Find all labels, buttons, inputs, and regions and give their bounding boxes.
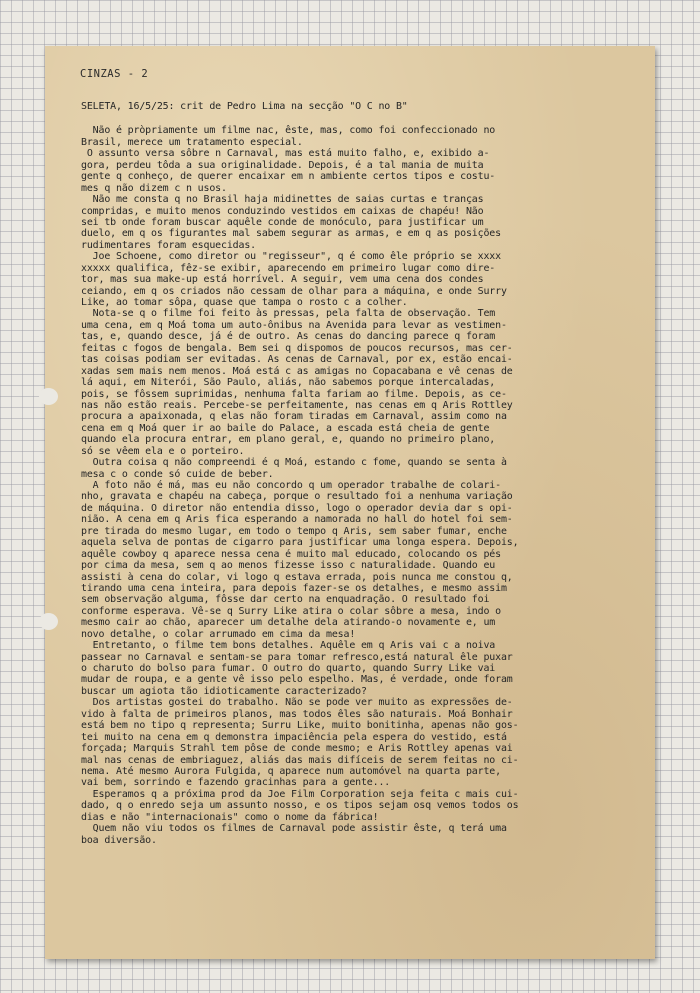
- text-line: buscar um agiota tão idioticamente caracterizado?: [81, 685, 367, 697]
- text-line: ceiando, em q os criados não cessam de olhar para a máquina, e onde Surry: [81, 285, 507, 297]
- text-line: tas coisas podiam ser evitadas. As cenas de Carnaval, por ex, estão encai-: [81, 354, 513, 366]
- punched-hole: [39, 613, 58, 630]
- text-line: nião. A cena em q Aris fica esperando a namorada no hall do hotel foi sem-: [81, 514, 513, 526]
- document-body: [81, 101, 641, 846]
- text-line: nema. Até mesmo Aurora Fulgida, q aparece num automóvel na quarta parte,: [81, 765, 501, 777]
- text-line: pre tirada do mesmo lugar, em todo o tempo q Aris, sem saber fumar, enche: [81, 525, 507, 537]
- text-line: está bem no tipo q representa; Surru Like, muito bonitinha, apenas não gos-: [81, 720, 519, 732]
- text-line: só se vêem ela e o porteiro.: [81, 445, 245, 457]
- text-line: boa diversão.: [81, 834, 157, 846]
- text-line: procura a apaixonada, q elas não foram tiradas em Carnaval, assim como na: [81, 411, 507, 423]
- text-line: A foto não é má, mas eu não concordo q um operador trabalhe de colari-: [81, 480, 501, 491]
- text-line: Outra coisa q não compreendi é q Moá, estando c fome, quando se senta à: [81, 457, 507, 469]
- text-line: dias e não "internacionais" como o nome da fábrica!: [81, 811, 379, 823]
- text-line: rudimentares foram esquecidas.: [81, 239, 256, 251]
- text-line: tas, e, quando desce, já é de outro. As cenas do dancing parece q foram: [81, 331, 496, 343]
- text-line: cena em q Moá quer ir ao baile do Palace, a escada está cheia de gente: [81, 422, 490, 434]
- text-line: de máquina. O diretor não entendia disso, logo o operador devia dar s opi-: [81, 502, 513, 514]
- text-line: passear no Carnaval e sentam-se para tomar refresco,está natural êle puxar: [81, 651, 513, 663]
- text-line: xxxxx qualifica, fêz-se exibir, aparecendo em primeiro lugar como dire-: [81, 262, 496, 274]
- text-line: tirando uma cena inteira, para depois fazer-se os detalhes, e mesmo assim: [81, 582, 507, 594]
- text-line: quando ela procura entrar, em plano geral, e, quando no primeiro plano,: [81, 434, 496, 446]
- text-line: xadas sem mais nem menos. Moá está c as amigas no Copacabana e vê cenas de: [81, 365, 513, 377]
- text-line: mesa c o conde só cuide de beber.: [81, 468, 274, 480]
- text-line: Like, ao tomar sôpa, quase que tampa o rosto c a colher.: [81, 297, 408, 308]
- text-line: assisti à cena do colar, vi logo q estava errada, pois nunca me constou q,: [81, 571, 513, 583]
- text-line: gente q conheço, de querer encaixar em n ambiente certos tipos e costu-: [81, 171, 496, 183]
- text-line: uma cena, em q Moá toma um auto-ônibus na Avenida para levar as vestimen-: [81, 319, 507, 331]
- text-line: conforme esperava. Vê-se q Surry Like atira o colar sôbre a mesa, indo o: [81, 605, 501, 617]
- text-line: novo detalhe, o colar arrumado em cima da mesa!: [81, 628, 356, 640]
- text-line: Não me consta q no Brasil haja midinettes de saias curtas e tranças: [81, 194, 484, 206]
- page-header: CINZAS - 2: [80, 68, 149, 80]
- text-line: forçada; Marquis Strahl tem pôse de conde mesmo; e Aris Rottley apenas vai: [81, 743, 513, 755]
- text-line: Quem não viu todos os filmes de Carnaval pode assistir êste, q terá uma: [81, 823, 507, 835]
- text-line: lá aqui, em Niterói, São Paulo, aliás, não sabemos porque intercaladas,: [81, 377, 496, 389]
- typewritten-page: [45, 46, 655, 959]
- text-line: feitas c fogos de bengala. Bem sei q dispomos de poucos recursos, mas cer-: [81, 342, 513, 354]
- text-line: por cima da mesa, sem q ao menos fizesse isso c naturalidade. Quando eu: [81, 560, 496, 572]
- text-line: compridas, e muito menos conduzindo vestidos em caixas de chapéu! Não: [81, 205, 484, 217]
- text-line: aquela selva de pontas de cigarro para justificar uma longa espera. Depois,: [81, 537, 519, 549]
- text-line: sem observação alguma, fôsse dar certo na enquadração. O resultado foi: [81, 594, 490, 606]
- text-line: Esperamos q a próxima prod da Joe Film Corporation seja feita c mais cui-: [81, 788, 519, 800]
- text-line: pois, se fôssem suprimidas, nenhuma falta fariam ao filme. Depois, as ce-: [81, 388, 507, 400]
- text-line: Entretanto, o filme tem bons detalhes. Aquêle em q Aris vai c a noiva: [81, 640, 496, 652]
- text-line: Nota-se q o filme foi feito às pressas, pela falta de observação. Tem: [81, 308, 496, 320]
- text-line: mal nas cenas de embriaguez, aliás das mais difíceis de serem feitas no ci-: [81, 754, 519, 766]
- text-line: o charuto do bolso para fumar. O outro do quarto, quando Surry Like vai: [81, 663, 496, 674]
- text-line: dado, q o enredo seja um assunto nosso, e os tipos sejam osq vemos todos os: [81, 800, 519, 812]
- heading-line: SELETA, 16/5/25: crit de Pedro Lima na secção "O C no B": [81, 101, 408, 112]
- text-line: nho, gravata e chapéu na cabeça, porque o resultado foi a nenhuma variação: [81, 491, 513, 503]
- text-line: gora, perdeu tôda a sua originalidade. Depois, é a tal mania de muita: [81, 159, 484, 171]
- text-line: duelo, em q os figurantes mal sabem segurar as armas, e em q as posições: [81, 228, 501, 240]
- text-line: tor, mas sua make-up está horrível. A seguir, vem uma cena dos condes: [81, 274, 484, 286]
- punched-hole: [39, 388, 58, 405]
- text-line: sei tb onde foram buscar aquêle conde de monóculo, para justificar um: [81, 216, 484, 228]
- text-line: vai bem, sorrindo e fazendo gracinhas para a gente...: [81, 777, 391, 789]
- text-line: Brasil, merece um tratamento especial.: [81, 136, 303, 148]
- text-line: mudar de roupa, e a gente vê isso pelo espelho. Mas, é verdade, onde foram: [81, 674, 513, 686]
- text-line: mesmo cair ao chão, aparecer um detalhe dela atirando-o novamente e, um: [81, 617, 496, 629]
- text-line: Não é pròpriamente um filme nac, êste, mas, como foi confeccionado no: [81, 125, 496, 137]
- text-line: nas não estão reais. Percebe-se perfeitamente, nas cenas em q Aris Rottley: [81, 399, 513, 411]
- text-line: aquêle cowboy q aparece nessa cena é muito mal educado, colocando os pés: [81, 548, 501, 560]
- text-line: Joe Schoene, como diretor ou "regisseur", q é como êle próprio se xxxx: [81, 251, 501, 263]
- text-line: O assunto versa sôbre n Carnaval, mas está muito falho, e, exibido a-: [81, 148, 490, 160]
- text-line: vido à falta de primeiros planos, mas todos êles são naturais. Moá Bonhair: [81, 708, 513, 720]
- text-line: mes q não dizem c n usos.: [81, 182, 227, 194]
- text-line: Dos artistas gostei do trabalho. Não se pode ver muito as expressões de-: [81, 697, 513, 709]
- text-line: tei muito na cena em q demonstra impaciência pela espera do vestido, está: [81, 731, 507, 743]
